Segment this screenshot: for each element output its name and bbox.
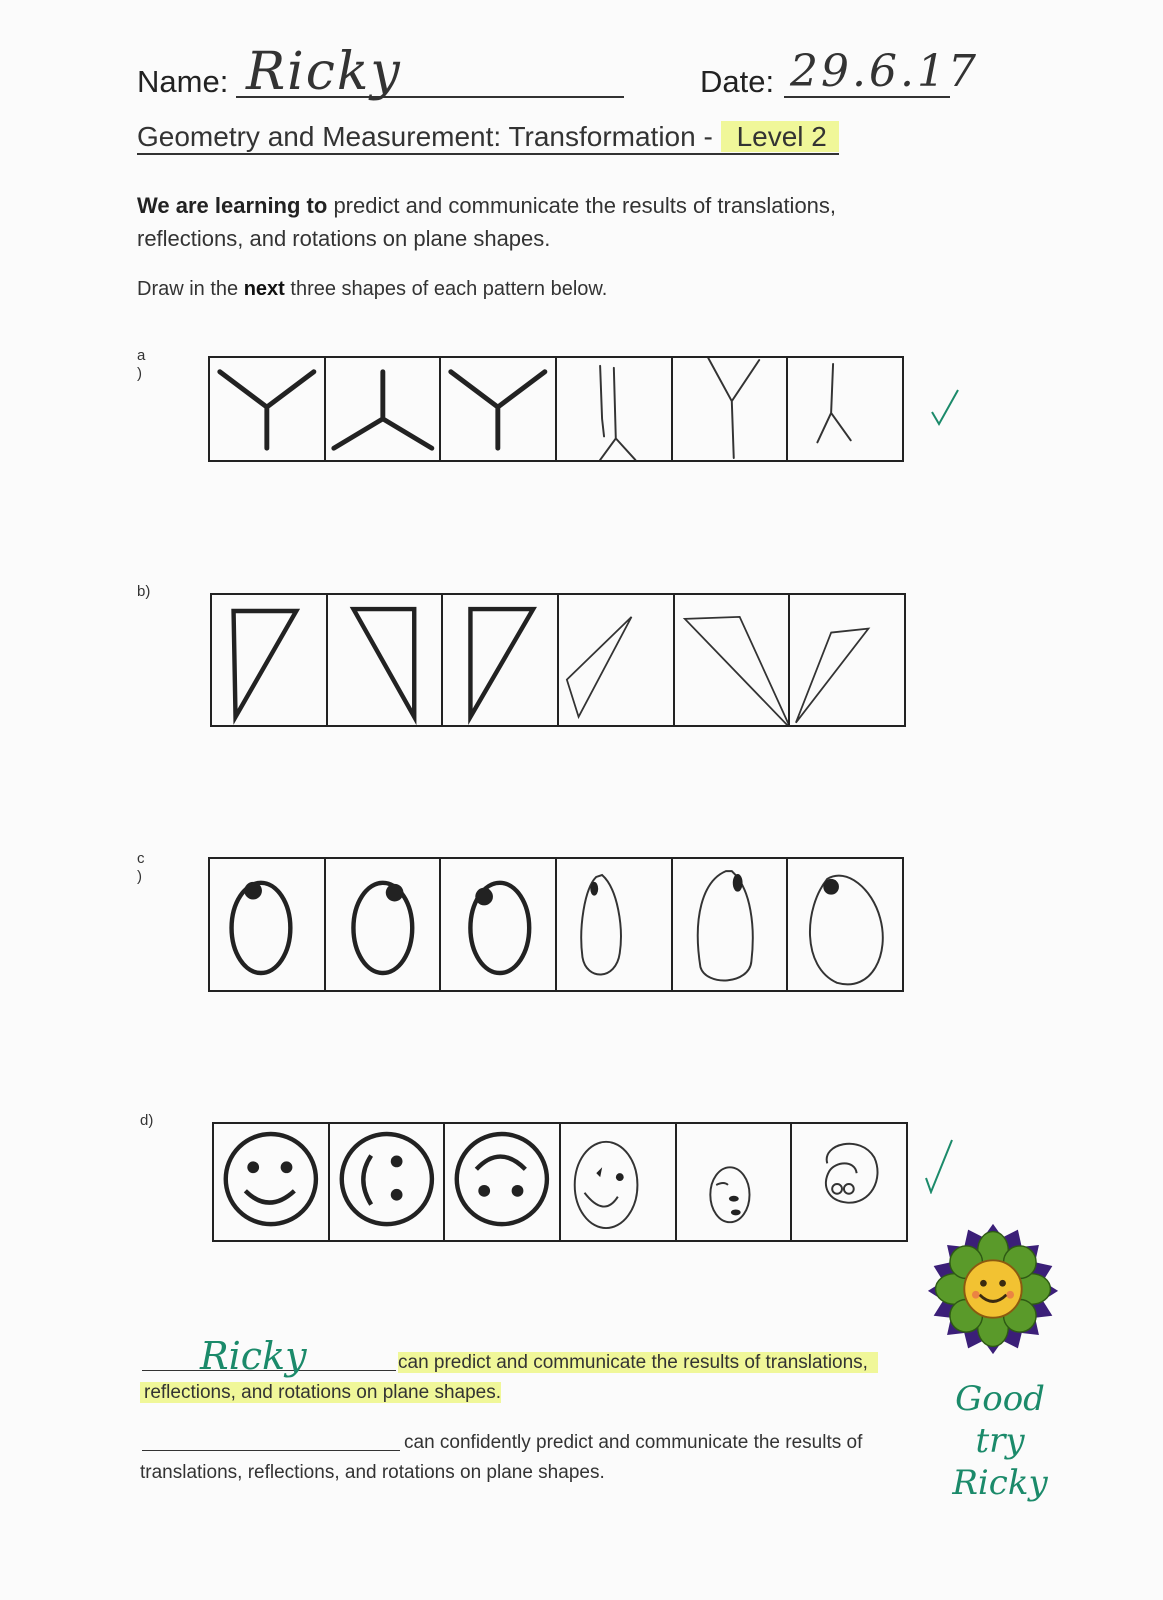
- worksheet-title: [137, 121, 839, 155]
- hand-drawn-face-icon: [792, 1124, 906, 1240]
- title-prefix: Geometry and Measurement: Transformation -: [137, 121, 713, 152]
- pattern-a-label-letter: a: [137, 347, 146, 364]
- upside-down-smiley-icon: [445, 1124, 559, 1240]
- y-shape-icon: [441, 358, 555, 460]
- y-shape-icon: [210, 358, 324, 460]
- date-underline: [784, 96, 950, 98]
- instruction-after: three shapes of each pattern below.: [290, 278, 608, 300]
- triangle-icon: [212, 595, 326, 725]
- hand-drawn-triangle-icon: [559, 595, 673, 725]
- instruction-bold: next: [243, 278, 285, 300]
- instruction: [137, 274, 607, 304]
- instruction-before: Draw in the: [137, 278, 239, 300]
- pattern-b-cell-1: [212, 595, 328, 725]
- pattern-c-row: [208, 857, 904, 992]
- oval-dot-icon: [326, 859, 440, 990]
- hand-drawn-face-icon: [561, 1124, 675, 1240]
- pattern-d-row: [212, 1122, 908, 1242]
- sunflower-sticker-icon: [926, 1222, 1060, 1356]
- name-value[interactable]: Ricky: [246, 42, 402, 102]
- hand-drawn-triangle-icon: [790, 595, 904, 725]
- smiley-face-icon: [214, 1124, 328, 1240]
- statement-1-name[interactable]: Ricky: [200, 1334, 307, 1378]
- date-label: Date:: [700, 64, 775, 99]
- pattern-c-cell-3: [441, 859, 557, 990]
- pattern-d-cell-2: [330, 1124, 446, 1240]
- pattern-b-cell-6-drawn[interactable]: [790, 595, 904, 725]
- statement-1-line1: can predict and communicate the results of translations,: [398, 1352, 878, 1373]
- statement-1: [140, 1348, 940, 1408]
- learning-intention: [137, 189, 957, 255]
- hand-drawn-shape-icon: [557, 358, 671, 460]
- triangle-icon: [328, 595, 442, 725]
- check-mark-icon: [924, 1138, 954, 1194]
- pattern-b-row: [210, 593, 906, 727]
- learning-line2: reflections, and rotations on plane shapes.: [137, 226, 551, 251]
- pattern-b-cell-4-drawn[interactable]: [559, 595, 675, 725]
- pattern-c-label-letter: c: [137, 850, 145, 867]
- pattern-b-label: b): [137, 583, 151, 600]
- date-value[interactable]: 29.6.17: [790, 46, 979, 97]
- pattern-c-cell-2: [326, 859, 442, 990]
- rotated-smiley-icon: [330, 1124, 444, 1240]
- pattern-d-cell-6-drawn[interactable]: [792, 1124, 906, 1240]
- statement-2-line2: translations, reflections, and rotations on plane shapes.: [140, 1462, 605, 1483]
- pattern-a-label: [137, 347, 145, 383]
- pattern-a-row: [208, 356, 904, 462]
- hand-drawn-oval-icon: [673, 859, 787, 990]
- learning-lead: We are learning to: [137, 193, 328, 218]
- pattern-b-cell-2: [328, 595, 444, 725]
- teacher-comment-line2: try: [975, 1421, 1025, 1461]
- triangle-icon: [443, 595, 557, 725]
- hand-drawn-oval-icon: [788, 859, 902, 990]
- pattern-d-cell-1: [214, 1124, 330, 1240]
- learning-line1: predict and communicate the results of translations,: [333, 193, 837, 218]
- hand-drawn-shape-icon: [788, 358, 902, 460]
- title-level: Level 2: [721, 121, 839, 152]
- pattern-c-label-paren: ): [137, 868, 142, 885]
- pattern-d-cell-3: [445, 1124, 561, 1240]
- hand-drawn-face-icon: [677, 1124, 791, 1240]
- teacher-comment-line3: Ricky: [952, 1463, 1048, 1503]
- oval-dot-icon: [210, 859, 324, 990]
- hand-drawn-shape-icon: [673, 358, 787, 460]
- pattern-a-cell-1: [210, 358, 326, 460]
- pattern-a-cell-3: [441, 358, 557, 460]
- pattern-a-cell-6-drawn[interactable]: [788, 358, 902, 460]
- pattern-b-cell-3: [443, 595, 559, 725]
- teacher-comment: [930, 1378, 1070, 1504]
- name-underline: [236, 96, 624, 98]
- pattern-d-cell-4-drawn[interactable]: [561, 1124, 677, 1240]
- pattern-c-cell-4-drawn[interactable]: [557, 859, 673, 990]
- pattern-a-cell-2: [326, 358, 442, 460]
- pattern-c-cell-6-drawn[interactable]: [788, 859, 902, 990]
- check-mark-icon: [930, 388, 960, 428]
- inverted-y-shape-icon: [326, 358, 440, 460]
- pattern-c-cell-5-drawn[interactable]: [673, 859, 789, 990]
- pattern-d-label: d): [140, 1112, 154, 1129]
- statement-1-line2: reflections, and rotations on plane shapes.: [140, 1382, 501, 1403]
- name-label: Name:: [137, 64, 229, 99]
- hand-drawn-oval-icon: [557, 859, 671, 990]
- pattern-b-cell-5-drawn[interactable]: [675, 595, 791, 725]
- hand-drawn-triangle-icon: [675, 595, 789, 725]
- statement-2: [140, 1428, 940, 1488]
- pattern-a-label-paren: ): [137, 365, 142, 382]
- teacher-comment-line1: Good: [955, 1379, 1045, 1419]
- oval-dot-icon: [441, 859, 555, 990]
- pattern-c-cell-1: [210, 859, 326, 990]
- pattern-c-label: [137, 850, 145, 886]
- pattern-a-cell-4-drawn[interactable]: [557, 358, 673, 460]
- pattern-d-cell-5-drawn[interactable]: [677, 1124, 793, 1240]
- pattern-a-cell-5-drawn[interactable]: [673, 358, 789, 460]
- statement-2-line1: can confidently predict and communicate the results of: [404, 1432, 863, 1453]
